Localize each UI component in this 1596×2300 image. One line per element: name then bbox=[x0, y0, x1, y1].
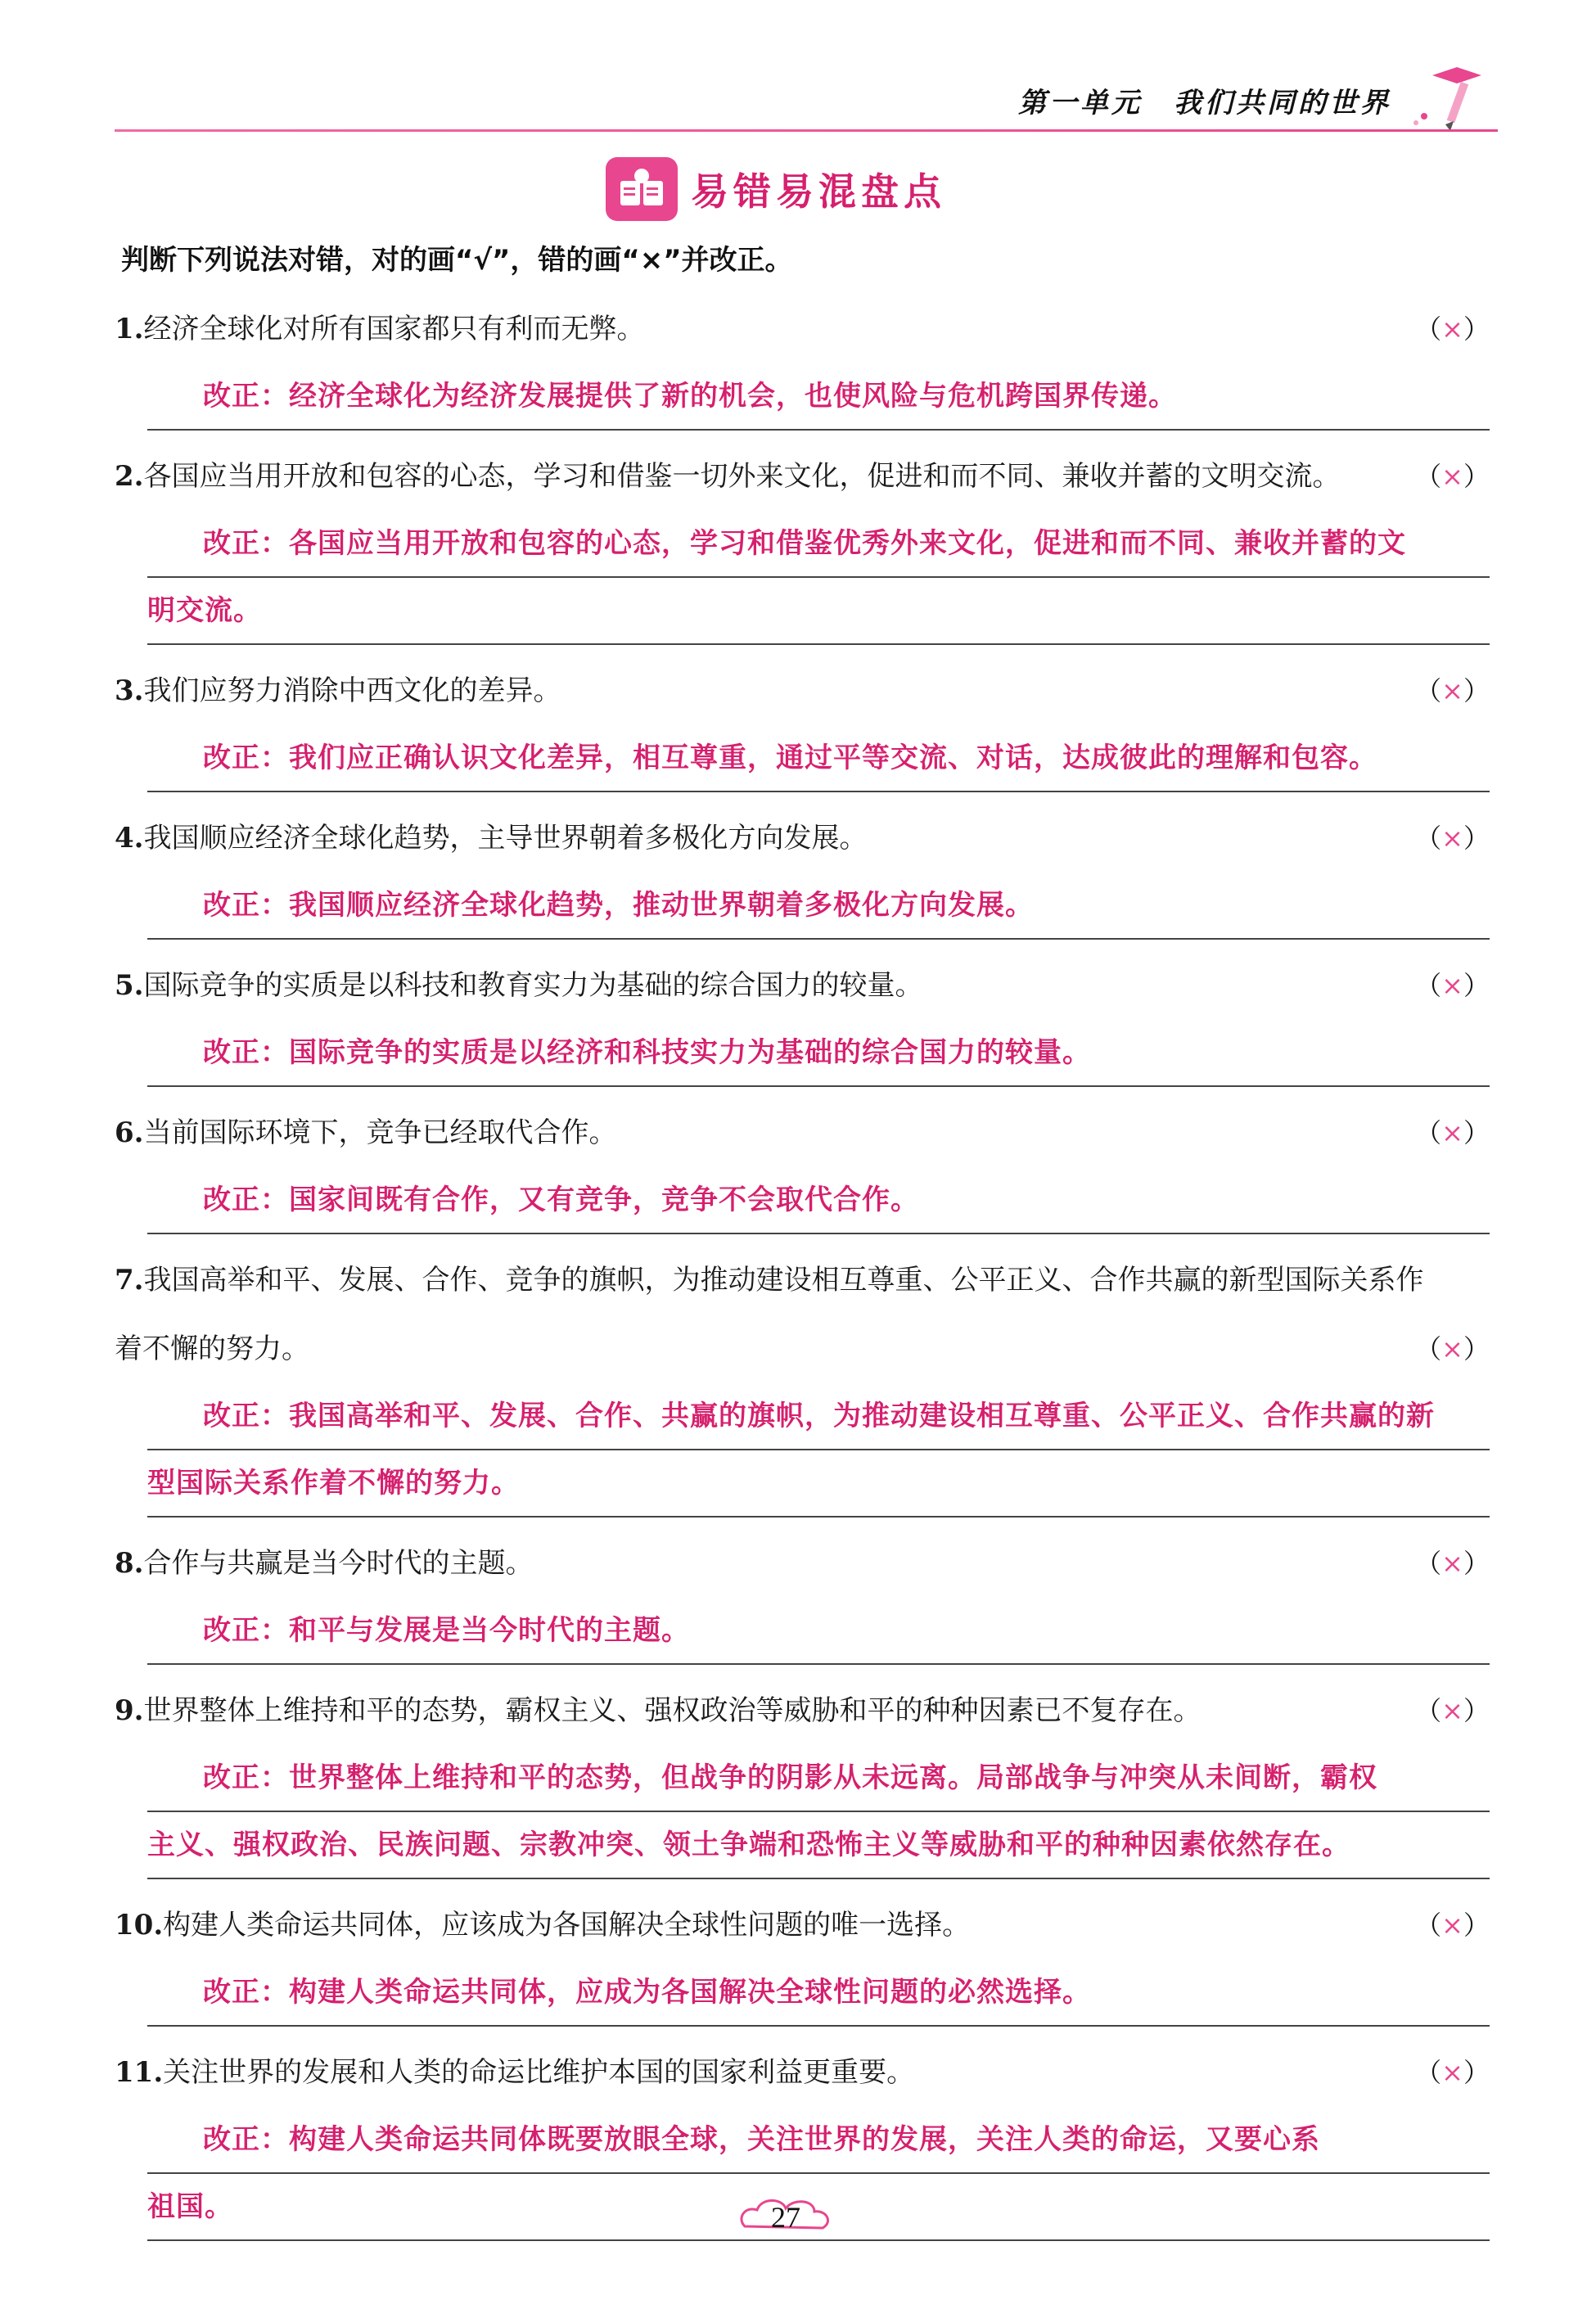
correction-line: 改正：构建人类命运共同体既要放眼全球，关注世界的发展，关注人类的命运，又要心系 bbox=[147, 2107, 1490, 2174]
question-number: 11. bbox=[115, 2056, 164, 2089]
pencil-graduation-cap-icon bbox=[1408, 59, 1490, 133]
question-text bbox=[115, 1529, 1490, 1598]
question-text bbox=[115, 656, 1490, 725]
correction-answer bbox=[147, 1383, 1490, 1518]
question-statement: 世界整体上维持和平的态势，霸权主义、强权政治等威胁和平的种种因素已不复存在。 bbox=[143, 1694, 1202, 1727]
answer-mark bbox=[1415, 656, 1490, 725]
answer-mark bbox=[1415, 804, 1490, 873]
question-statement: 各国应当用开放和包容的心态，学习和借鉴一切外来文化，促进和而不同、兼收并蓄的文明交流。 bbox=[143, 460, 1341, 493]
question-item bbox=[115, 1676, 1490, 1879]
mark-open-paren: （ bbox=[1415, 970, 1442, 1001]
correction-line: 改正：我国高举和平、发展、合作、共赢的旗帜，为推动建设相互尊重、公平正义、合作共赢的新 bbox=[147, 1383, 1490, 1450]
question-item bbox=[115, 295, 1490, 431]
mark-close-paren: ） bbox=[1463, 313, 1490, 345]
question-text bbox=[115, 1676, 1490, 1745]
answer-mark bbox=[1415, 1891, 1490, 1960]
mark-open-paren: （ bbox=[1415, 461, 1442, 492]
question-statement: 我们应努力消除中西文化的差异。 bbox=[143, 674, 561, 707]
correction-answer: 改正：国家间既有合作，又有竞争，竞争不会取代合作。 bbox=[147, 1167, 1490, 1234]
question-text bbox=[115, 2038, 1490, 2107]
mark-open-paren: （ bbox=[1415, 823, 1442, 854]
mark-close-paren: ） bbox=[1463, 1333, 1490, 1364]
question-number: 6. bbox=[115, 1116, 144, 1149]
correction-line: 改正：各国应当用开放和包容的心态，学习和借鉴优秀外来文化，促进和而不同、兼收并蓄的文 bbox=[147, 511, 1490, 578]
mark-close-paren: ） bbox=[1463, 1548, 1490, 1579]
question-item bbox=[115, 1098, 1490, 1234]
question-item bbox=[115, 1529, 1490, 1665]
cross-mark-icon: × bbox=[1441, 970, 1463, 1001]
mark-open-paren: （ bbox=[1415, 1548, 1442, 1579]
question-statement: 构建人类命运共同体，应该成为各国解决全球性问题的唯一选择。 bbox=[163, 1909, 971, 1941]
question-list bbox=[115, 295, 1490, 2253]
question-item bbox=[115, 1891, 1490, 2027]
mark-open-paren: （ bbox=[1415, 1117, 1442, 1148]
mark-open-paren: （ bbox=[1415, 313, 1442, 345]
page-header bbox=[115, 75, 1498, 141]
instruction-text: 判断下列说法对错，对的画“√”，错的画“×”并改正。 bbox=[121, 244, 793, 277]
cross-mark-icon: × bbox=[1441, 461, 1463, 492]
correction-answer bbox=[147, 1745, 1490, 1879]
question-item bbox=[115, 656, 1490, 792]
question-text bbox=[115, 1891, 1490, 1960]
mark-close-paren: ） bbox=[1463, 823, 1490, 854]
cross-mark-icon: × bbox=[1441, 313, 1463, 345]
question-statement: 我国高举和平、发展、合作、竞争的旗帜，为推动建设相互尊重、公平正义、合作共赢的新型国际关系作着不懈的努力。 bbox=[115, 1264, 1424, 1365]
question-item bbox=[115, 442, 1490, 645]
mark-close-paren: ） bbox=[1463, 1117, 1490, 1148]
question-number: 1. bbox=[115, 313, 144, 345]
page-number bbox=[737, 2194, 835, 2243]
correction-answer: 改正：构建人类命运共同体，应成为各国解决全球性问题的必然选择。 bbox=[147, 1960, 1490, 2027]
correction-answer: 改正：国际竞争的实质是以经济和科技实力为基础的综合国力的较量。 bbox=[147, 1020, 1490, 1087]
question-statement: 经济全球化对所有国家都只有利而无弊。 bbox=[143, 313, 645, 345]
mark-close-paren: ） bbox=[1463, 2057, 1490, 2088]
question-item bbox=[115, 951, 1490, 1087]
correction-answer: 改正：我国顺应经济全球化趋势，推动世界朝着多极化方向发展。 bbox=[147, 873, 1490, 940]
answer-mark bbox=[1415, 1315, 1490, 1383]
answer-mark bbox=[1415, 951, 1490, 1020]
mark-close-paren: ） bbox=[1463, 1910, 1490, 1941]
question-number: 5. bbox=[115, 969, 144, 1002]
cross-mark-icon: × bbox=[1441, 2057, 1463, 2088]
question-item bbox=[115, 804, 1490, 940]
question-text bbox=[115, 1246, 1490, 1383]
header-divider bbox=[115, 129, 1498, 132]
correction-line: 改正：世界整体上维持和平的态势，但战争的阴影从未远离。局部战争与冲突从未间断，霸权 bbox=[147, 1745, 1490, 1812]
answer-mark bbox=[1415, 2038, 1490, 2107]
mark-open-paren: （ bbox=[1415, 675, 1442, 706]
mark-close-paren: ） bbox=[1463, 461, 1490, 492]
cross-mark-icon: × bbox=[1441, 1695, 1463, 1726]
question-text bbox=[115, 295, 1490, 363]
mark-close-paren: ） bbox=[1463, 1695, 1490, 1726]
correction-line-continued: 主义、强权政治、民族问题、宗教冲突、领土争端和恐怖主义等威胁和平的种种因素依然存在。 bbox=[147, 1829, 1350, 1861]
correction-answer: 改正：我们应正确认识文化差异，相互尊重，通过平等交流、对话，达成彼此的理解和包容。 bbox=[147, 725, 1490, 792]
answer-mark bbox=[1415, 442, 1490, 511]
mark-open-paren: （ bbox=[1415, 2057, 1442, 2088]
correction-line-continued: 祖国。 bbox=[147, 2190, 233, 2223]
question-number: 7. bbox=[115, 1264, 144, 1297]
answer-mark bbox=[1415, 1676, 1490, 1745]
correction-answer: 改正：和平与发展是当今时代的主题。 bbox=[147, 1598, 1490, 1665]
correction-answer bbox=[147, 511, 1490, 645]
question-number: 10. bbox=[115, 1909, 164, 1941]
question-number: 9. bbox=[115, 1694, 144, 1727]
question-statement: 国际竞争的实质是以科技和教育实力为基础的综合国力的较量。 bbox=[143, 969, 923, 1002]
section-title bbox=[606, 152, 946, 226]
question-statement: 我国顺应经济全球化趋势，主导世界朝着多极化方向发展。 bbox=[143, 822, 868, 855]
page-number-text: 27 bbox=[771, 2201, 800, 2234]
question-text bbox=[115, 442, 1490, 511]
question-number: 8. bbox=[115, 1547, 144, 1580]
cross-mark-icon: × bbox=[1441, 823, 1463, 854]
book-lightbulb-icon bbox=[606, 157, 678, 221]
question-statement: 当前国际环境下，竞争已经取代合作。 bbox=[143, 1116, 617, 1149]
question-statement: 关注世界的发展和人类的命运比维护本国的国家利益更重要。 bbox=[163, 2056, 915, 2089]
question-number: 3. bbox=[115, 674, 144, 707]
mark-open-paren: （ bbox=[1415, 1910, 1442, 1941]
mark-close-paren: ） bbox=[1463, 970, 1490, 1001]
question-text bbox=[115, 951, 1490, 1020]
correction-answer: 改正：经济全球化为经济发展提供了新的机会，也使风险与危机跨国界传递。 bbox=[147, 363, 1490, 431]
question-number: 4. bbox=[115, 822, 144, 855]
correction-line-continued: 型国际关系作着不懈的努力。 bbox=[147, 1467, 520, 1500]
question-statement: 合作与共赢是当今时代的主题。 bbox=[143, 1547, 534, 1580]
question-text bbox=[115, 804, 1490, 873]
answer-mark bbox=[1415, 295, 1490, 363]
correction-line-continued: 明交流。 bbox=[147, 594, 262, 627]
cross-mark-icon: × bbox=[1441, 675, 1463, 706]
question-item bbox=[115, 1246, 1490, 1518]
answer-mark bbox=[1415, 1098, 1490, 1167]
cross-mark-icon: × bbox=[1441, 1910, 1463, 1941]
cross-mark-icon: × bbox=[1441, 1548, 1463, 1579]
question-text bbox=[115, 1098, 1490, 1167]
mark-open-paren: （ bbox=[1415, 1695, 1442, 1726]
mark-open-paren: （ bbox=[1415, 1333, 1442, 1364]
mark-close-paren: ） bbox=[1463, 675, 1490, 706]
section-title-text: 易错易混盘点 bbox=[691, 169, 946, 214]
answer-mark bbox=[1415, 1529, 1490, 1598]
question-number: 2. bbox=[115, 460, 144, 493]
unit-title: 第一单元 我们共同的世界 bbox=[1018, 87, 1391, 120]
cross-mark-icon: × bbox=[1441, 1117, 1463, 1148]
cross-mark-icon: × bbox=[1441, 1333, 1463, 1364]
